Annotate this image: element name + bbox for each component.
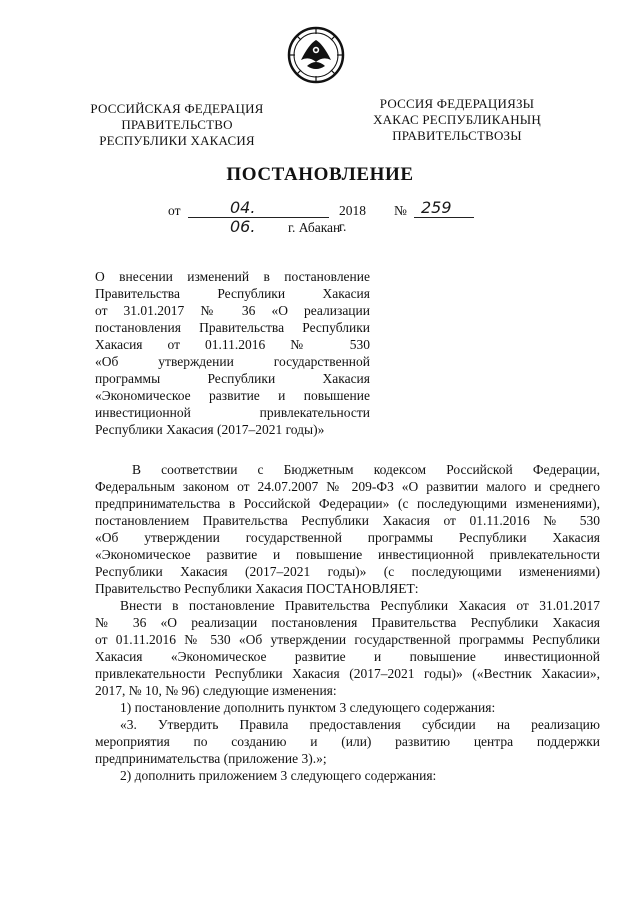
date-underline — [188, 217, 329, 218]
year-label: 2018 г. — [339, 203, 366, 234]
body-paragraph-preamble — [95, 461, 600, 597]
body-line: «3. Утвердить Правила предоставления субсидии на реализацию — [120, 717, 600, 732]
city-label: г. Абакан — [288, 220, 341, 235]
header-left-line: РЕСПУБЛИКИ ХАКАСИЯ — [99, 133, 255, 148]
subject-line: постановления Правительства Республики — [95, 320, 370, 335]
body-line: Правительство Республики Хакасия ПОСТАНОВЛЯЕТ: — [95, 581, 419, 596]
header-left-line: ПРАВИТЕЛЬСТВО — [121, 117, 233, 132]
body-line: 2) дополнить приложением 3 следующего содержания: — [120, 768, 437, 783]
subject-block — [95, 268, 370, 438]
body-line: мероприятия по созданию и (или) развитию центра поддержки — [95, 734, 600, 749]
subject-line: Правительства Республики Хакасия — [95, 286, 370, 301]
body-line: Хакасия «Экономическое развитие и повышение инвестиционной — [95, 649, 600, 664]
subject-line: инвестиционной привлекательности — [95, 405, 370, 420]
body-line: 2017, № 10, № 96) следующие изменения: — [95, 683, 337, 698]
body-line: предпринимательства в Российской Федерации» (с последующими изменениями), — [95, 496, 600, 511]
body-paragraph-item-1 — [95, 699, 600, 716]
header-right-line: ХАКАС РЕСПУБЛИКАНЫҢ — [373, 112, 541, 127]
body-line: от 01.11.2016 № 530 «Об утверждении государственной программы Республики — [95, 632, 600, 647]
header-right-line: ПРАВИТЕЛЬСТВОЗЫ — [392, 128, 522, 143]
header-left-russian — [88, 101, 266, 149]
body-paragraph-amendment — [95, 597, 600, 699]
body-line: Федеральным законом от 24.07.2007 № 209-ФЗ «О развитии малого и среднего — [95, 479, 600, 494]
document-title: ПОСТАНОВЛЕНИЕ — [226, 164, 414, 185]
number-label: № — [394, 203, 407, 218]
subject-line: от 31.01.2017 № 36 «О реализации — [95, 303, 370, 318]
body-line: «Экономическое развитие и повышение инвестиционной привлекательности — [95, 547, 600, 562]
number-underline — [414, 217, 474, 218]
body-line: В соответствии с Бюджетным кодексом Российской Федерации, — [132, 462, 600, 477]
date-handwritten: 04. 06. — [230, 198, 256, 236]
body-line: Внести в постановление Правительства Республики Хакасия от 31.01.2017 — [120, 598, 600, 613]
body-line: 1) постановление дополнить пунктом 3 следующего содержания: — [120, 700, 496, 715]
from-label: от — [168, 203, 181, 218]
body-line: «Об утверждении государственной программы Республики Хакасия — [95, 530, 600, 545]
subject-line: О внесении изменений в постановление — [95, 269, 370, 284]
header-left-line: РОССИЙСКАЯ ФЕДЕРАЦИЯ — [90, 101, 264, 116]
body-line: Республики Хакасия (2017–2021 годы)» (с последующими изменениями) — [95, 564, 600, 579]
subject-line: Республики Хакасия (2017–2021 годы)» — [95, 422, 325, 437]
subject-line: «Об утверждении государственной — [95, 354, 370, 369]
body-paragraph-quote-3 — [95, 716, 600, 767]
body-paragraph-item-2 — [95, 767, 600, 784]
subject-line: «Экономическое развитие и повышение — [95, 388, 370, 403]
header-right-khakas — [362, 96, 552, 144]
body-line: № 36 «О реализации постановления Правительства Республики Хакасия — [95, 615, 600, 630]
subject-line: программы Республики Хакасия — [95, 371, 370, 386]
body-line: предпринимательства (приложение 3).»; — [95, 751, 327, 766]
document-body — [95, 461, 600, 784]
khakassia-coat-of-arms-icon — [287, 26, 345, 84]
number-handwritten: 259 — [421, 198, 452, 217]
subject-line: Хакасия от 01.11.2016 № 530 — [95, 337, 370, 352]
header-right-line: РОССИЯ ФЕДЕРАЦИЯЗЫ — [379, 96, 535, 111]
body-line: привлекательности Республики Хакасия (2017–2021 годы)» («Вестник Хакасии», — [95, 666, 600, 681]
body-line: постановлением Правительства Республики Хакасия от 01.11.2016 № 530 — [95, 513, 600, 528]
